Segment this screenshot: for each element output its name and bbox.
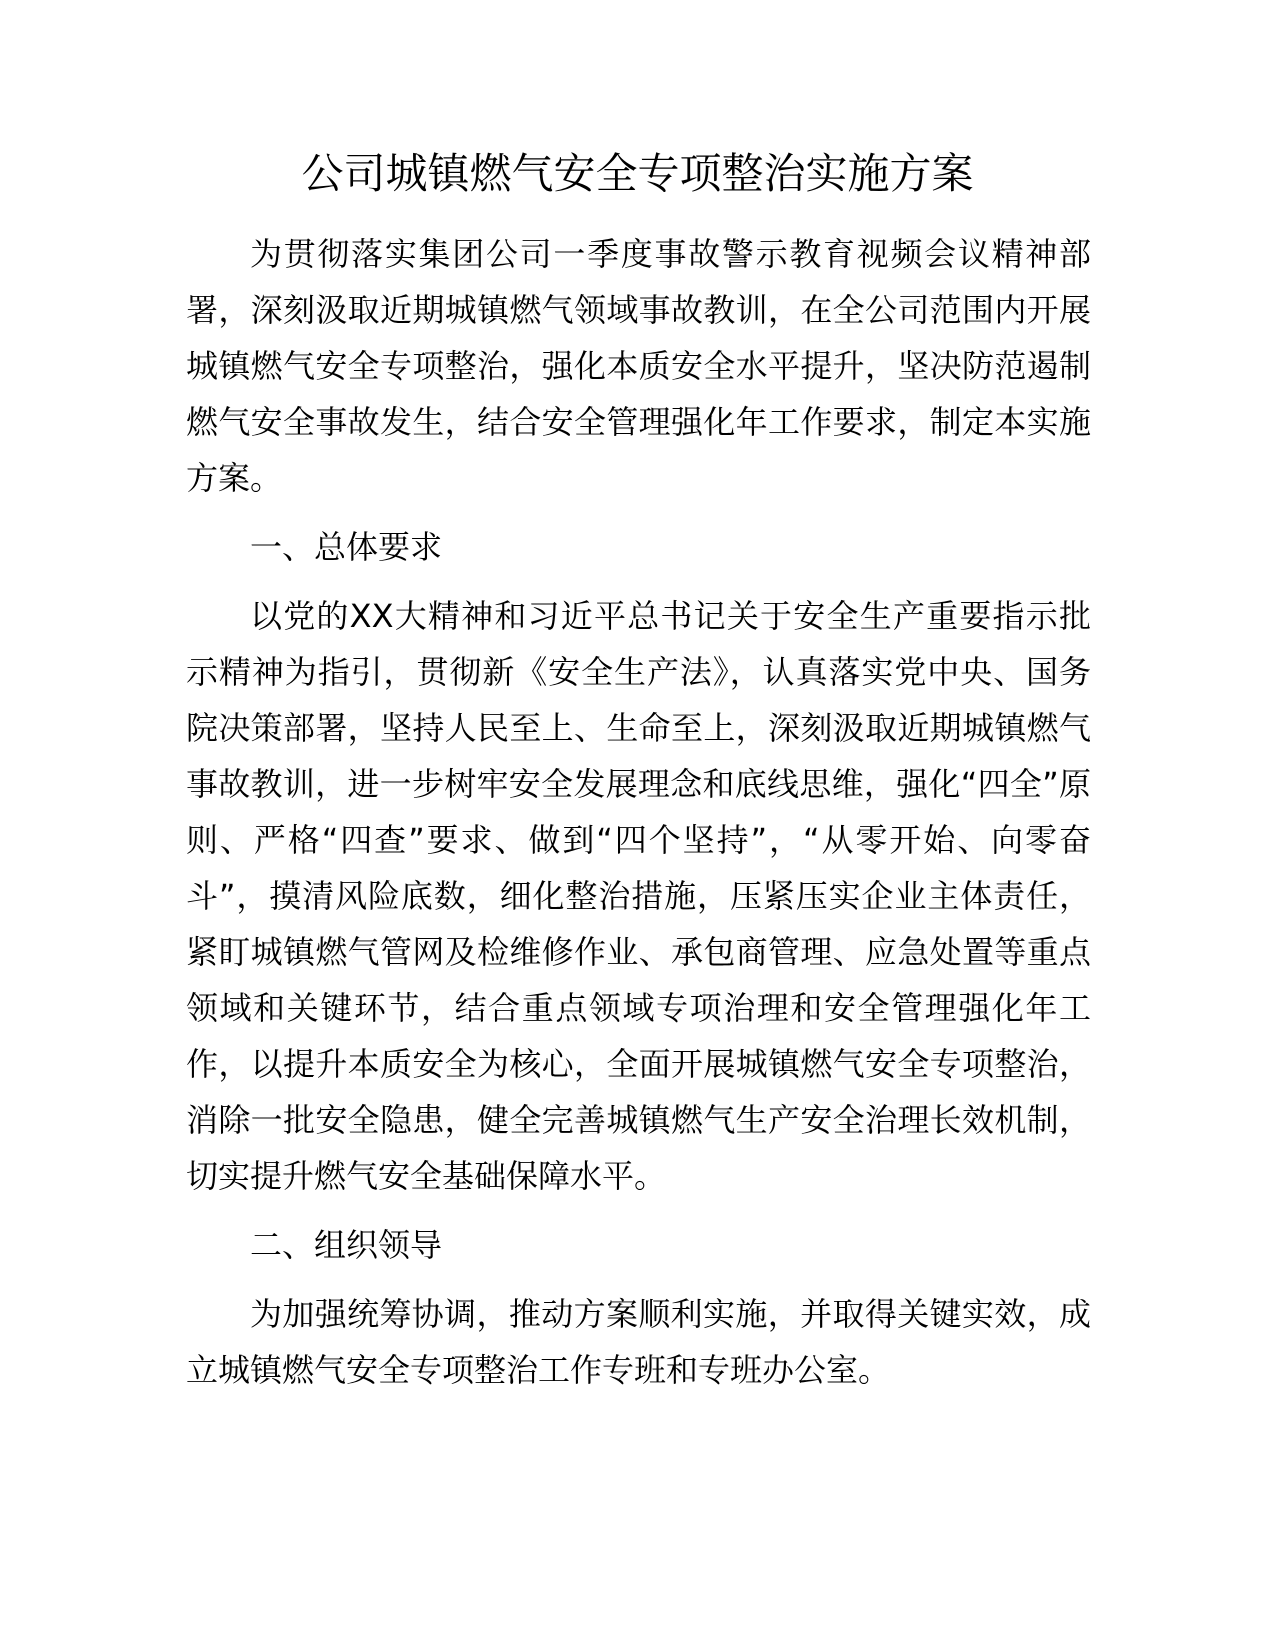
- document-body: [186, 226, 1091, 1411]
- section-heading-organization-leadership: 二、组织领导: [250, 1226, 443, 1264]
- document-title: 公司城镇燃气安全专项整治实施方案: [301, 149, 974, 198]
- organization-leadership-paragraph: 为加强统筹协调，推动方案顺利实施，并取得关键实效，成立城镇燃气安全专项整治工作专班和专班办公室。: [186, 1295, 1091, 1389]
- section-heading-general-requirements: 一、总体要求: [250, 528, 443, 566]
- general-requirements-paragraph: 以党的XX大精神和习近平总书记关于安全生产重要指示批示精神为指引，贯彻新《安全生产法》，认真落实党中央、国务院决策部署，坚持人民至上、生命至上，深刻汲取近期城镇燃气事故教训，进一步树牢安全发展理念和底线思维，强化“四全”原则、严格“四查”要求、做到“四个坚持”，“从零开始、向零奋斗”，摸清风险底数，细化整治措施，压紧压实企业主体责任，紧盯城镇燃气管网及检维修作业、承包商管理、应急处置等重点领域和关键环节，结合重点领域专项治理和安全管理强化年工作，以提升本质安全为核心，全面开展城镇燃气安全专项整治，消除一批安全隐患，健全完善城镇燃气生产安全治理长效机制，切实提升燃气安全基础保障水平。: [186, 597, 1091, 1195]
- intro-paragraph: 为贯彻落实集团公司一季度事故警示教育视频会议精神部署，深刻汲取近期城镇燃气领域事故教训，在全公司范围内开展城镇燃气安全专项整治，强化本质安全水平提升，坚决防范遏制燃气安全事故发生，结合安全管理强化年工作要求，制定本实施方案。: [186, 235, 1091, 497]
